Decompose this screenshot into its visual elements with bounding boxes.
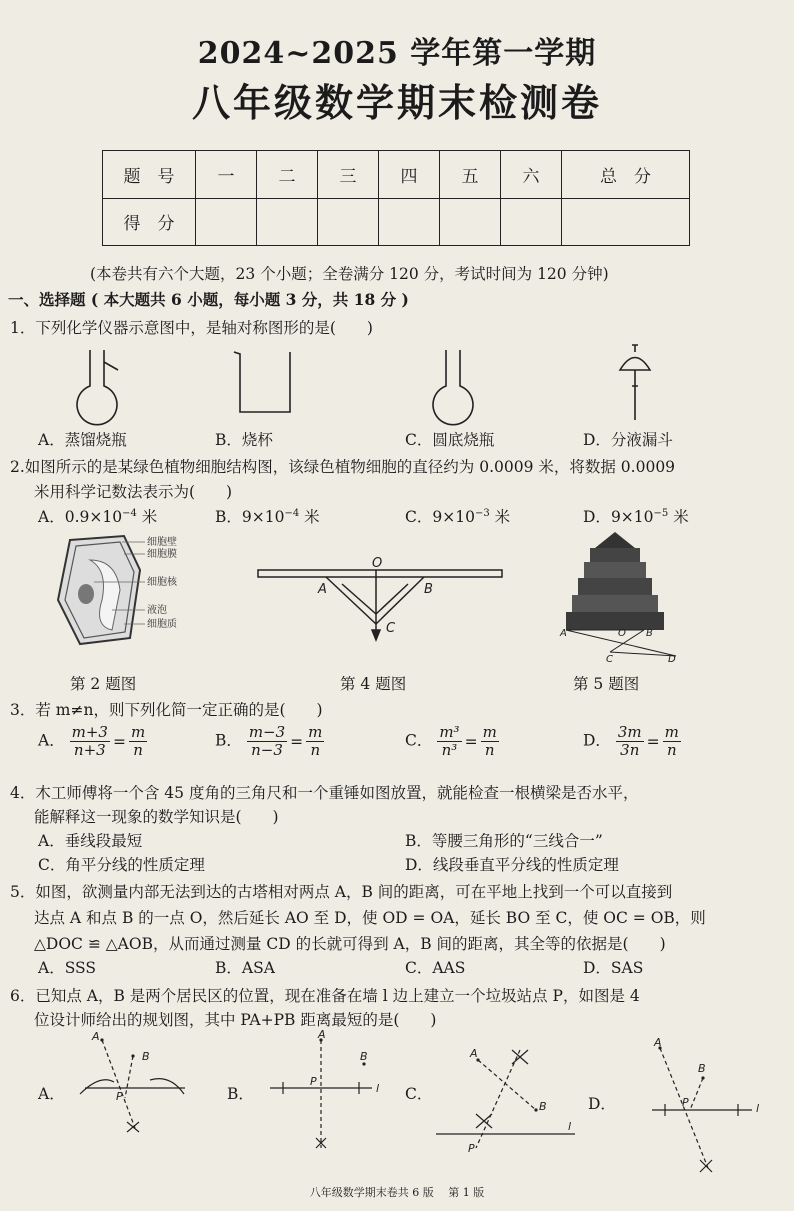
q2-option-b bbox=[215, 505, 320, 527]
option-exponent: −3 bbox=[474, 507, 490, 519]
q2-stem-line2: 米用科学记数法表示为( ) bbox=[34, 483, 233, 501]
score-blank bbox=[257, 198, 318, 246]
q5-stem-line2: 达点 A 和点 B 的一点 O，然后延长 AO 至 D，使 OD = OA，延长 BO 至 C，使 OC = OB，则 bbox=[34, 909, 706, 927]
q6-diagram-b bbox=[270, 1040, 372, 1148]
point-label: O bbox=[372, 556, 383, 571]
score-table-score-row bbox=[103, 198, 690, 246]
score-table bbox=[102, 150, 690, 246]
point-label: l bbox=[568, 1120, 572, 1133]
q3-option-b bbox=[215, 724, 324, 759]
figure-caption: 第 5 题图 bbox=[573, 675, 640, 693]
q3-option-d bbox=[583, 724, 681, 759]
fraction-denominator: n bbox=[133, 741, 143, 759]
q4-stem-line2: 能解释这一现象的数学知识是( ) bbox=[34, 808, 279, 826]
q5-option-c: C．AAS bbox=[405, 959, 466, 977]
figure-caption: 第 4 题图 bbox=[340, 675, 407, 693]
option-letter: B． bbox=[215, 508, 242, 526]
fraction-numerator: m bbox=[482, 723, 497, 741]
q1-option-b: B．烧杯 bbox=[215, 431, 273, 449]
option-unit: 米 bbox=[489, 508, 511, 526]
q5-stem-line3: △DOC ≌ △AOB，从而通过测量 CD 的长就可得到 A，B 间的距离，其全等的依据是( ) bbox=[34, 935, 666, 953]
q2-stem-line1: 2.如图所示的是某绿色植物细胞结构图，该绿色植物细胞的直径约为 0.0009 米，将数据 0.0009 bbox=[10, 458, 676, 476]
point-label: P bbox=[310, 1075, 317, 1088]
fraction-denominator: n bbox=[310, 741, 321, 759]
score-blank bbox=[196, 198, 257, 246]
point-label: A bbox=[92, 1030, 100, 1043]
option-letter: B． bbox=[215, 731, 242, 750]
score-blank bbox=[562, 198, 690, 246]
option-exponent: −4 bbox=[122, 507, 137, 519]
q5-option-b: B．ASA bbox=[215, 959, 275, 977]
beam-figure bbox=[258, 556, 502, 640]
figure-caption: 第 2 题图 bbox=[70, 675, 137, 693]
point-label: B bbox=[424, 582, 433, 597]
page-footer: 八年级数学期末卷共 6 版 第 1 版 bbox=[309, 1186, 485, 1199]
point-label: C bbox=[386, 621, 396, 636]
option-letter: A． bbox=[38, 731, 65, 750]
q1-option-c: C．圆底烧瓶 bbox=[405, 431, 495, 449]
point-label: l bbox=[756, 1102, 760, 1115]
q2-option-d bbox=[583, 505, 689, 527]
point-label: B bbox=[539, 1100, 547, 1113]
q6-diagram-a bbox=[80, 1040, 185, 1132]
q4-option-d: D．线段垂直平分线的性质定理 bbox=[405, 856, 619, 874]
score-blank bbox=[440, 198, 501, 246]
point-label: O bbox=[618, 628, 626, 639]
q6-option-d: D． bbox=[588, 1095, 616, 1113]
q6-option-a: A． bbox=[38, 1085, 65, 1103]
q6-stem-line1: 6．已知点 A，B 是两个居民区的位置，现在准备在墙 l 边上建立一个垃圾站点 P，如图是 4 bbox=[10, 987, 640, 1005]
fraction-denominator: n bbox=[666, 741, 677, 759]
point-label: P bbox=[682, 1096, 689, 1109]
separatory-funnel-icon bbox=[620, 345, 650, 420]
option-base: 9×10 bbox=[241, 508, 285, 526]
point-label: A bbox=[318, 582, 327, 597]
option-unit: 米 bbox=[668, 508, 689, 526]
q6-option-b: B． bbox=[227, 1085, 254, 1103]
q1-stem: 1．下列化学仪器示意图中，是轴对称图形的是( ) bbox=[10, 319, 373, 337]
q1-figures bbox=[60, 340, 740, 430]
fraction-numerator: 3m bbox=[617, 723, 642, 741]
q2-option-c bbox=[405, 505, 510, 527]
q3-stem: 3．若 m≠n，则下列化简一定正确的是( ) bbox=[10, 701, 323, 719]
option-base: 9×10 bbox=[432, 508, 475, 526]
q3-option-c bbox=[405, 724, 499, 759]
score-table-header-row bbox=[103, 151, 690, 199]
option-unit: 米 bbox=[299, 508, 320, 526]
cell-label: 细胞壁 bbox=[147, 537, 177, 548]
distillation-flask-icon bbox=[77, 350, 118, 425]
q6-figures bbox=[0, 1030, 794, 1180]
fraction-numerator: m+3 bbox=[71, 723, 108, 741]
score-cell: 得 分 bbox=[103, 198, 196, 246]
score-cell: 题 号 bbox=[103, 151, 196, 199]
plant-cell-figure bbox=[58, 535, 178, 644]
option-exponent: −5 bbox=[653, 507, 669, 519]
equals-sign: = bbox=[290, 732, 304, 751]
equals-sign: = bbox=[464, 732, 478, 751]
score-cell: 三 bbox=[318, 151, 379, 199]
point-label: C bbox=[606, 654, 613, 665]
q1-option-d: D．分液漏斗 bbox=[583, 431, 673, 449]
section-heading: 一、选择题 ( 本大题共 6 小题，每小题 3 分，共 18 分 ) bbox=[8, 290, 409, 309]
exam-note: (本卷共有六个大题，23 个小题；全卷满分 120 分，考试时间为 120 分钟) bbox=[90, 265, 609, 283]
option-letter: D． bbox=[583, 731, 611, 750]
point-label: A bbox=[560, 628, 567, 639]
fraction-denominator: n³ bbox=[441, 741, 458, 759]
point-label: A bbox=[470, 1047, 478, 1060]
q1-option-a: A．蒸馏烧瓶 bbox=[38, 431, 127, 449]
score-cell: 二 bbox=[257, 151, 318, 199]
round-flask-icon bbox=[433, 350, 473, 425]
fraction-numerator: m−3 bbox=[248, 723, 286, 741]
equals-sign: = bbox=[646, 732, 660, 751]
fraction-numerator: m³ bbox=[439, 723, 460, 741]
point-label: B bbox=[142, 1050, 150, 1063]
q4-stem-line1: 4．木工师傅将一个含 45 度角的三角尺和一个重锤如图放置，就能检查一根横梁是否水平， bbox=[10, 784, 639, 802]
figures-row bbox=[50, 530, 750, 670]
cell-label: 细胞核 bbox=[147, 577, 177, 588]
fraction-denominator: n bbox=[484, 741, 495, 759]
beaker-icon bbox=[234, 352, 290, 412]
option-letter: C． bbox=[405, 731, 433, 750]
fraction-denominator: n−3 bbox=[251, 741, 283, 759]
point-label: l bbox=[376, 1082, 380, 1095]
score-blank bbox=[318, 198, 379, 246]
exam-title-year: 2024~2025 学年第一学期 bbox=[197, 36, 597, 71]
option-letter: A． bbox=[38, 508, 65, 526]
q3-option-a bbox=[38, 724, 147, 759]
equals-sign: = bbox=[112, 732, 126, 751]
option-base: 9×10 bbox=[610, 508, 654, 526]
q2-option-a bbox=[38, 505, 157, 527]
score-cell: 一 bbox=[196, 151, 257, 199]
point-label: A bbox=[318, 1030, 326, 1041]
cell-label: 细胞膜 bbox=[147, 549, 177, 560]
fraction-denominator: n+3 bbox=[73, 741, 106, 759]
option-letter: D． bbox=[583, 508, 611, 526]
score-cell: 四 bbox=[379, 151, 440, 199]
point-label: B bbox=[698, 1062, 706, 1075]
point-label: A bbox=[654, 1036, 662, 1049]
option-letter: C． bbox=[405, 508, 433, 526]
score-cell: 五 bbox=[440, 151, 501, 199]
score-cell: 六 bbox=[501, 151, 562, 199]
q6-diagram-c bbox=[436, 1050, 575, 1148]
q4-option-c: C．角平分线的性质定理 bbox=[38, 856, 205, 874]
q4-option-a: A．垂线段最短 bbox=[38, 832, 143, 850]
q6-option-c: C． bbox=[405, 1085, 433, 1103]
q5-option-a: A．SSS bbox=[38, 959, 97, 977]
point-label: P bbox=[468, 1142, 475, 1155]
q4-option-b: B．等腰三角形的“三线合一” bbox=[405, 832, 603, 850]
point-label: D bbox=[668, 654, 676, 665]
point-label: B bbox=[646, 628, 653, 639]
fraction-denominator: 3n bbox=[620, 741, 640, 759]
score-blank bbox=[501, 198, 562, 246]
option-unit: 米 bbox=[136, 508, 158, 526]
q5-option-d: D．SAS bbox=[583, 959, 644, 977]
point-label: P bbox=[116, 1090, 123, 1103]
score-cell: 总 分 bbox=[562, 151, 690, 199]
q5-stem-line1: 5．如图，欲测量内部无法到达的古塔相对两点 A，B 间的距离，可在平地上找到一个可以直接到 bbox=[10, 883, 673, 901]
option-exponent: −4 bbox=[284, 507, 300, 519]
cell-label: 液泡 bbox=[147, 605, 167, 616]
cell-label: 细胞质 bbox=[147, 619, 177, 630]
fraction-numerator: m bbox=[664, 723, 679, 741]
q6-stem-line2: 位设计师给出的规划图，其中 PA+PB 距离最短的是( ) bbox=[34, 1011, 437, 1029]
fraction-numerator: m bbox=[130, 723, 146, 741]
exam-title: 八年级数学期末检测卷 bbox=[191, 80, 602, 125]
option-base: 0.9×10 bbox=[64, 508, 123, 526]
point-label: B bbox=[360, 1050, 368, 1063]
fraction-numerator: m bbox=[308, 723, 323, 741]
score-blank bbox=[379, 198, 440, 246]
pagoda-figure bbox=[559, 532, 676, 665]
